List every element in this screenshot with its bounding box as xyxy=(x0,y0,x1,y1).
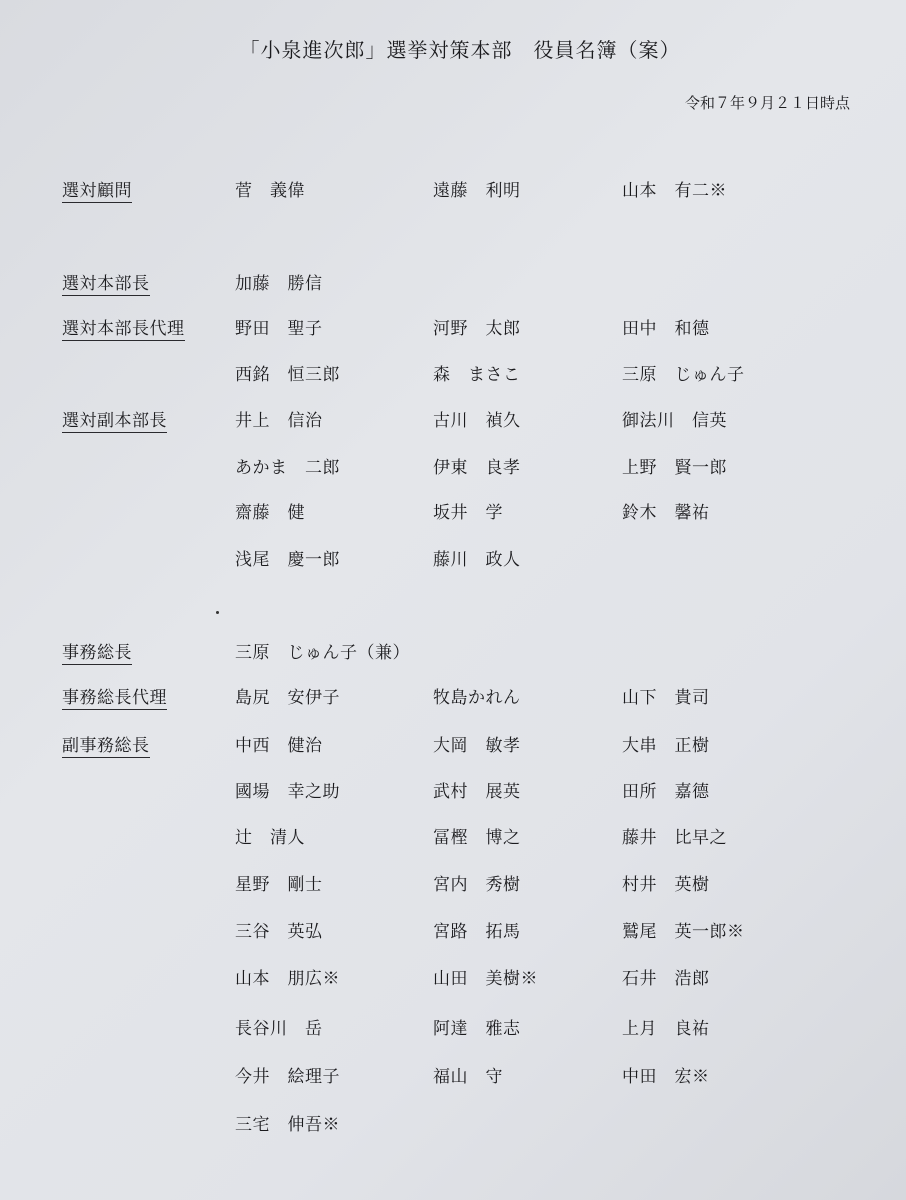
member-name: 宮路 拓馬 xyxy=(433,922,521,942)
member-name: 遠藤 利明 xyxy=(433,181,521,201)
member-name: 齋藤 健 xyxy=(235,503,305,523)
member-name: 大岡 敏孝 xyxy=(433,736,521,756)
member-name: 河野 太郎 xyxy=(433,319,521,339)
role-label: 選対本部長代理 xyxy=(62,314,185,341)
document-title: 「小泉進次郎」選挙対策本部 役員名簿（案） xyxy=(239,38,681,62)
member-name: 島尻 安伊子 xyxy=(235,688,340,708)
role-label: 事務総長 xyxy=(62,638,132,665)
member-name: 藤井 比早之 xyxy=(622,828,727,848)
role-label: 副事務総長 xyxy=(62,731,150,758)
member-name: 國場 幸之助 xyxy=(235,782,340,802)
member-name: 星野 剛士 xyxy=(235,875,323,895)
member-name: 福山 守 xyxy=(433,1067,503,1087)
member-name: 宮内 秀樹 xyxy=(433,875,521,895)
member-name: あかま 二郎 xyxy=(235,458,340,478)
role-label: 事務総長代理 xyxy=(62,683,167,710)
member-name: 三谷 英弘 xyxy=(235,922,323,942)
document-date: 令和７年９月２１日時点 xyxy=(684,94,850,112)
member-name: 御法川 信英 xyxy=(622,411,727,431)
role-label: 選対副本部長 xyxy=(62,406,167,433)
member-name: 三宅 伸吾※ xyxy=(235,1115,340,1135)
member-name: 大串 正樹 xyxy=(622,736,710,756)
role-label: 選対本部長 xyxy=(62,269,150,296)
member-name: 牧島かれん xyxy=(433,688,521,708)
member-name: 井上 信治 xyxy=(235,411,323,431)
member-name: 中西 健治 xyxy=(235,736,323,756)
member-name: 鈴木 馨祐 xyxy=(622,503,710,523)
member-name: 菅 義偉 xyxy=(235,181,305,201)
member-name: 田所 嘉德 xyxy=(622,782,710,802)
member-name: 伊東 良孝 xyxy=(433,458,521,478)
member-name: 田中 和德 xyxy=(622,319,710,339)
member-name: 中田 宏※ xyxy=(622,1067,710,1087)
member-name: 鷲尾 英一郎※ xyxy=(622,922,745,942)
member-name: 山田 美樹※ xyxy=(433,969,538,989)
member-name: 山本 朋広※ xyxy=(235,969,340,989)
member-name: 三原 じゅん子（兼） xyxy=(235,643,410,663)
role-label: 選対顧問 xyxy=(62,176,132,203)
member-name: 西銘 恒三郎 xyxy=(235,365,340,385)
member-name: 今井 絵理子 xyxy=(235,1067,340,1087)
member-name: 藤川 政人 xyxy=(433,550,521,570)
member-name: 三原 じゅん子 xyxy=(622,365,745,385)
member-name: 坂井 学 xyxy=(433,503,503,523)
member-name: 阿達 雅志 xyxy=(433,1019,521,1039)
member-name: 石井 浩郎 xyxy=(622,969,710,989)
member-name: 加藤 勝信 xyxy=(235,274,323,294)
member-name: 古川 禎久 xyxy=(433,411,521,431)
member-name: 長谷川 岳 xyxy=(235,1019,323,1039)
member-name: 武村 展英 xyxy=(433,782,521,802)
member-name: 上月 良祐 xyxy=(622,1019,710,1039)
member-name: 冨樫 博之 xyxy=(433,828,521,848)
member-name: 山下 貴司 xyxy=(622,688,710,708)
speck-mark xyxy=(216,611,219,614)
member-name: 野田 聖子 xyxy=(235,319,323,339)
member-name: 森 まさこ xyxy=(433,365,521,385)
member-name: 山本 有二※ xyxy=(622,181,727,201)
member-name: 浅尾 慶一郎 xyxy=(235,550,340,570)
member-name: 辻 清人 xyxy=(235,828,305,848)
member-name: 村井 英樹 xyxy=(622,875,710,895)
member-name: 上野 賢一郎 xyxy=(622,458,727,478)
